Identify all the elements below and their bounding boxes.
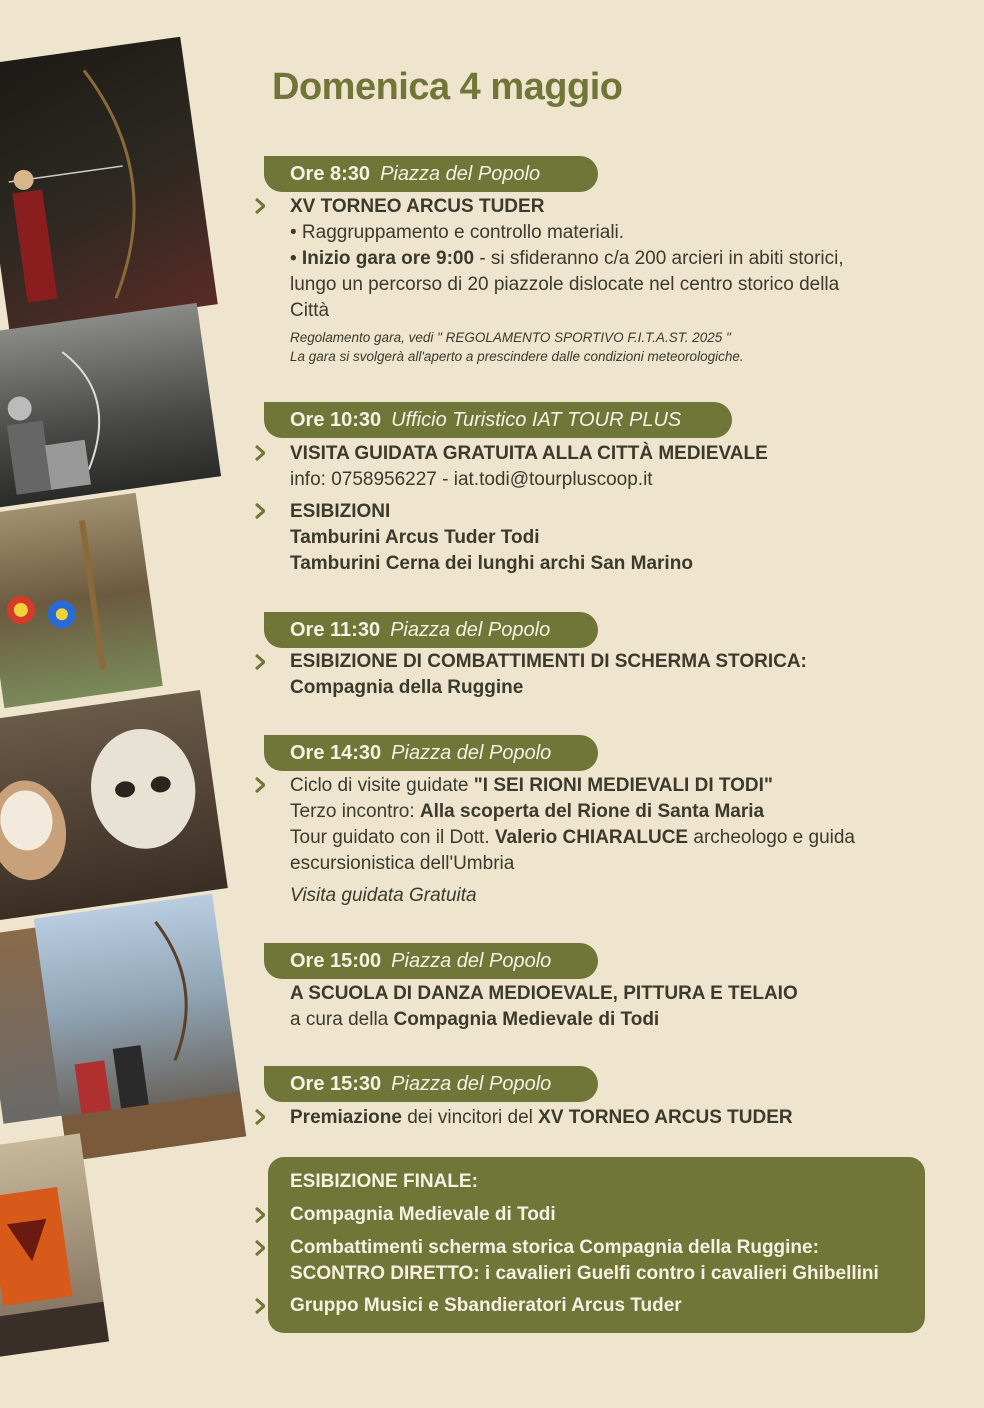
owl-mask-photo — [0, 690, 228, 920]
time-badge-1 — [264, 156, 598, 192]
tour-topic: Alla scoperta del Rione di Santa Maria — [419, 801, 765, 822]
finale-box — [268, 1157, 925, 1333]
time-badge-4 — [264, 735, 598, 771]
time-badge-3 — [264, 612, 598, 648]
archery-crowd-illustration — [34, 894, 246, 1162]
chevron-right-icon — [255, 777, 265, 793]
event-text: archeologo e guida — [688, 827, 856, 848]
target-illustration — [0, 493, 163, 708]
time: Ore 8:30 — [290, 163, 371, 185]
event-heading: VISITA GUIDATA GRATUITA ALLA CITTÀ MEDIEVALE — [290, 443, 768, 464]
event-line: Città — [290, 300, 330, 321]
archer-photo — [0, 37, 218, 334]
finale-item: Compagnia Medievale di Todi — [290, 1204, 556, 1225]
time: Ore 11:30 — [290, 619, 381, 641]
chevron-right-icon — [255, 1109, 265, 1125]
chevron-right-icon — [255, 503, 265, 519]
event-heading: XV TORNEO ARCUS TUDER — [290, 196, 545, 217]
event-heading: ESIBIZIONI — [290, 501, 391, 522]
place: Piazza del Popolo — [391, 1073, 552, 1095]
time-badge-5 — [264, 943, 598, 979]
finale-item: Gruppo Musici e Sbandieratori Arcus Tuder — [290, 1295, 682, 1316]
place: Piazza del Popolo — [391, 742, 552, 764]
awards-label: Premiazione — [290, 1107, 402, 1128]
archery-crowd-photo — [34, 894, 246, 1162]
event-text: Tour guidato con il Dott. — [290, 827, 495, 848]
target-photo — [0, 493, 163, 708]
page-title: Domenica 4 maggio — [272, 66, 623, 108]
event-text: Ciclo di visite guidate — [290, 775, 474, 796]
organizer: Compagnia Medievale di Todi — [393, 1009, 660, 1030]
event-text: Terzo incontro: — [290, 801, 420, 822]
event-line — [290, 1105, 793, 1131]
chevron-right-icon — [255, 198, 265, 214]
event-text: dei vincitori del — [401, 1107, 539, 1128]
archer-bw-photo — [0, 303, 221, 508]
start-time: • Inizio gara ore 9:00 — [290, 248, 475, 269]
tournament-name: XV TORNEO ARCUS TUDER — [538, 1107, 793, 1128]
place: Ufficio Turistico IAT TOUR PLUS — [391, 409, 682, 431]
event-line: • Raggruppamento e controllo materiali. — [290, 222, 625, 243]
event-heading: ESIBIZIONE DI COMBATTIMENTI DI SCHERMA STORICA: — [290, 651, 807, 672]
chevron-right-icon — [255, 1298, 265, 1314]
time: Ore 14:30 — [290, 742, 382, 764]
chevron-right-icon — [255, 654, 265, 670]
event-line — [290, 825, 855, 851]
chevron-right-icon — [255, 1207, 265, 1223]
contact-info: info: 0758956227 - iat.todi@tourpluscoop.it — [290, 469, 653, 490]
event-line: escursionistica dell'Umbria — [290, 853, 515, 874]
free-tour-note: Visita guidata Gratuita — [290, 885, 477, 906]
place: Piazza del Popolo — [391, 950, 552, 972]
time: Ore 15:00 — [290, 950, 382, 972]
event-line — [290, 799, 764, 825]
event-text: - si sfideranno c/a 200 arcieri in abiti storici, — [474, 248, 844, 269]
owl-mask-illustration — [0, 690, 228, 920]
flag-illustration — [0, 1133, 109, 1356]
tour-series-name: "I SEI RIONI MEDIEVALI DI TODI" — [473, 775, 773, 796]
chevron-right-icon — [255, 1240, 265, 1256]
event-line: lungo un percorso di 20 piazzole dislocate nel centro storico della — [290, 274, 840, 295]
flag-photo — [0, 1133, 109, 1356]
event-line: Compagnia della Ruggine — [290, 677, 524, 698]
event-line — [290, 246, 844, 272]
event-text: a cura della — [290, 1009, 394, 1030]
chevron-right-icon — [255, 445, 265, 461]
finale-item: SCONTRO DIRETTO: i cavalieri Guelfi contro i cavalieri Ghibellini — [290, 1263, 879, 1284]
archer-bw-illustration — [0, 303, 221, 508]
rules-note: Regolamento gara, vedi " REGOLAMENTO SPORTIVO F.I.T.A.ST. 2025 " — [290, 330, 731, 345]
event-line — [290, 1007, 659, 1033]
time-badge-2 — [264, 402, 732, 438]
time: Ore 10:30 — [290, 409, 382, 431]
event-line: Tamburini Cerna dei lunghi archi San Marino — [290, 553, 693, 574]
event-heading: A SCUOLA DI DANZA MEDIOEVALE, PITTURA E TELAIO — [290, 983, 798, 1004]
event-line: Tamburini Arcus Tuder Todi — [290, 527, 540, 548]
place: Piazza del Popolo — [380, 163, 541, 185]
finale-heading: ESIBIZIONE FINALE: — [290, 1171, 478, 1192]
finale-item: Combattimenti scherma storica Compagnia della Ruggine: — [290, 1237, 819, 1258]
event-line — [290, 773, 773, 799]
time: Ore 15:30 — [290, 1073, 382, 1095]
place: Piazza del Popolo — [390, 619, 551, 641]
time-badge-6 — [264, 1066, 598, 1102]
weather-note: La gara si svolgerà all'aperto a prescindere dalle condizioni meteorologiche. — [290, 349, 744, 364]
guide-name: Valerio CHIARALUCE — [494, 827, 689, 848]
archer-illustration — [0, 37, 218, 334]
